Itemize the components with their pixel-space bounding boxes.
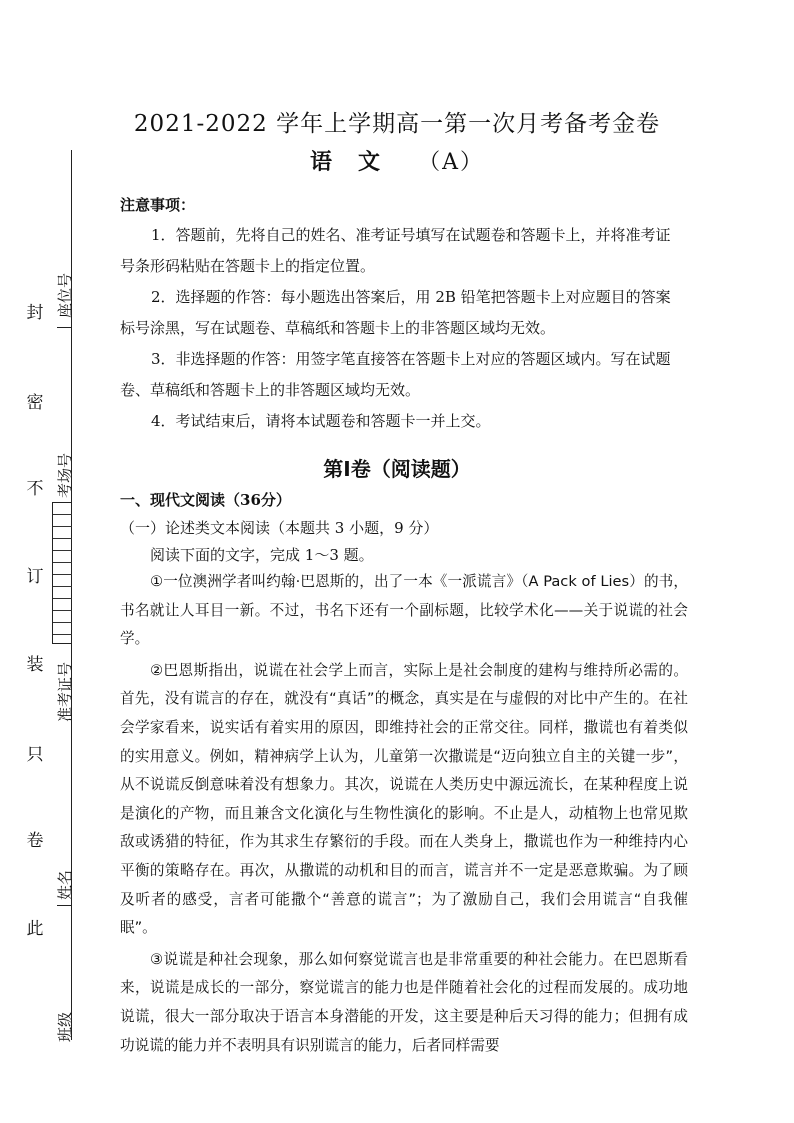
seal-char: 卷 — [26, 831, 44, 851]
seal-char: 只 — [26, 745, 44, 765]
name-field-rule — [57, 905, 71, 906]
seal-char: 封 — [26, 303, 44, 323]
seal-char: 此 — [26, 919, 44, 939]
subsection-heading: （一）论述类文本阅读（本题共 3 小题，9 分） — [120, 519, 439, 537]
notice-item: 4．考试结束后，请将本试题卷和答题卡一并上交。 — [151, 412, 491, 430]
seat-field-rule — [57, 327, 71, 328]
subject-heading — [0, 145, 794, 176]
paper-version: （A） — [418, 150, 484, 175]
notice-item: 1．答题前，先将自己的姓名、准考证号填写在试题卷和答题卡上，并将准考证号条形码粘贴在答题卡上的指定位置。 — [120, 226, 671, 275]
ticket-field-label: 准考证号 — [56, 661, 74, 722]
notice-list — [120, 220, 680, 437]
room-field-label: 考场号 — [56, 452, 74, 498]
seal-char: 密 — [26, 393, 44, 413]
seal-char: 装 — [26, 655, 44, 675]
subject-name: 语 文 — [310, 150, 383, 175]
article-paragraph: ②巴恩斯指出，说谎在社会学上而言，实际上是社会制度的建构与维持所必需的。首先，没有谎言的存在，就没有“真话”的概念，真实是在与虚假的对比中产生的。在社会学家看来，说实话有着实用的原因，即维持社会的正常交往。同样，撒谎也有着类似的实用意义。例如，精神病学上认为，儿童第一次撒谎是“迈向独立自主的关键一步”，从不说谎反倒意味着没有想象力。其次，说谎在人类历史中源远流长，在某种程度上说是演化的产物，而且兼含文化演化与生物性演化的影响。不止是人，动植物上也常见欺敌或诱猎的特征，作为其求生存繁衍的手段。而在人类身上，撒谎也作为一种维持内心平衡的策略存在。再次，从撒谎的动机和目的而言，谎言并不一定是恶意欺骗。为了顾及听者的感受，言者可能撒个“善意的谎言”；为了激励自己，我们会用谎言“自我催眠”。 — [120, 661, 688, 937]
notice-item: 2．选择题的作答：每小题选出答案后，用 2B 铅笔把答题卡上对应题目的答案标号涂黑，写在试题卷、草稿纸和答题卡上的非答题区域均无效。 — [120, 288, 671, 337]
seal-char: 订 — [26, 567, 44, 587]
name-field-label: 姓名 — [56, 869, 74, 900]
section-heading: 一、现代文阅读（36分） — [120, 491, 291, 509]
notice-item: 3．非选择题的作答：用签字笔直接答在答题卡上对应的答题区域内。写在试题卷、草稿纸和答题卡上的非答题区域均无效。 — [120, 350, 671, 399]
exam-title: 2021-2022 学年上学期高一第一次月考备考金卷 — [133, 111, 661, 137]
notice-heading: 注意事项： — [120, 196, 196, 214]
part-title: 第Ⅰ卷（阅读题） — [323, 457, 471, 481]
seat-field-label: 座位号 — [56, 272, 74, 318]
answer-sheet-hatch — [52, 502, 72, 644]
article-paragraph: ③说谎是种社会现象，那么如何察觉谎言也是非常重要的种社会能力。在巴恩斯看来，说谎是成长的一部分，察觉谎言的能力也是伴随着社会化的过程而发展的。成功地说谎，很大一部分取决于语言本身潜能的开发，这主要是种后天习得的能力；但拥有成功说谎的能力并不表明具有识别谎言的能力，后者同样需要 — [120, 950, 688, 1054]
reading-instruction: 阅读下面的文字，完成 1～3 题。 — [150, 546, 374, 564]
seal-char: 不 — [26, 479, 44, 499]
class-field-label: 班级 — [56, 1011, 74, 1042]
reading-article — [120, 568, 688, 1063]
article-paragraph: ①一位澳洲学者叫约翰·巴恩斯的，出了一本《一派谎言》（A Pack of Lies）的书，书名就让人耳目一新。不过，书名下还有一个副标题，比较学术化——关于说谎的社会学。 — [120, 573, 688, 648]
